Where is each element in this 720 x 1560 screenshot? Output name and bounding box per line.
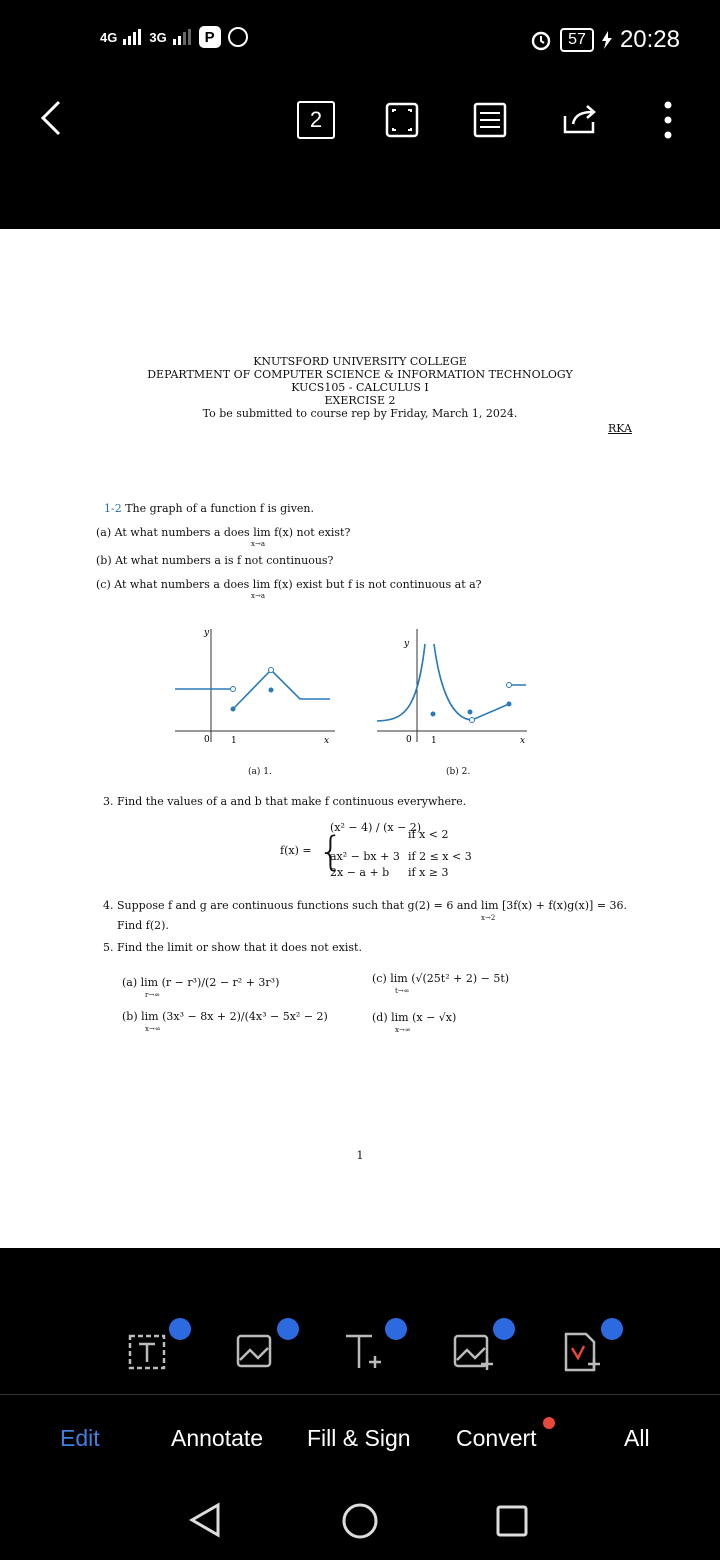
page-number: 1 — [356, 1149, 364, 1162]
closed-point — [269, 688, 274, 693]
question-5-c: (c) lim (√(25t² + 2) − 5t) — [372, 972, 510, 985]
signature-tool[interactable] — [560, 1330, 608, 1378]
piecewise-case-2: ax² − bx + 3 — [330, 850, 400, 863]
add-image-tool[interactable] — [451, 1330, 499, 1378]
question-number: 1-2 — [104, 502, 122, 515]
closed-point — [468, 710, 473, 715]
question-1-2-intro — [104, 502, 314, 516]
convert-notification-dot — [543, 1417, 555, 1429]
graph-curve — [377, 644, 425, 721]
question-4-find: Find f(2). — [117, 919, 169, 932]
axis-label-x: x — [324, 736, 330, 746]
add-text-icon — [342, 1330, 386, 1374]
charging-icon — [602, 31, 612, 49]
limit-subscript: x→a — [251, 592, 265, 600]
header-line: EXERCISE 2 — [324, 394, 396, 407]
pdf-page[interactable] — [0, 229, 720, 1248]
question-1-2-c: (c) At what numbers a does lim f(x) exist but f is not continuous at a? — [96, 578, 482, 591]
network-4g-label: 4G — [100, 29, 118, 45]
limit-subscript: r→∞ — [145, 991, 161, 999]
tab-convert[interactable]: Convert — [456, 1425, 537, 1451]
limit-subscript: x→2 — [481, 914, 496, 922]
edit-text-icon — [126, 1330, 170, 1374]
tab-edit[interactable]: Edit — [60, 1425, 100, 1451]
bottom-tabs — [0, 1395, 720, 1485]
document-view-icon — [473, 102, 507, 138]
tool-strip — [0, 1248, 720, 1394]
tab-all[interactable]: All — [624, 1425, 650, 1451]
axis-zero: 0 — [406, 735, 412, 745]
more-options-button[interactable] — [646, 98, 690, 142]
axis-zero: 0 — [204, 735, 210, 745]
signal-icon-2 — [173, 29, 193, 45]
nav-back-button[interactable] — [188, 1501, 222, 1539]
limit-subscript: x→a — [251, 540, 265, 548]
view-mode-button[interactable] — [468, 98, 512, 142]
question-4: 4. Suppose f and g are continuous functions such that g(2) = 6 and lim [3f(x) + f(x)g(x)] = 36. — [103, 899, 628, 912]
tab-annotate[interactable]: Annotate — [171, 1425, 264, 1451]
header-line: KNUTSFORD UNIVERSITY COLLEGE — [253, 355, 467, 368]
closed-point — [231, 707, 236, 712]
back-arrow-icon — [37, 98, 67, 138]
header-line: KUCS105 - CALCULUS I — [291, 381, 429, 394]
app-notification-icon: P — [199, 26, 221, 48]
limit-subscript: t→∞ — [395, 987, 410, 995]
question-3: 3. Find the values of a and b that make f continuous everywhere. — [103, 795, 467, 808]
axis-label-y: y — [204, 628, 210, 638]
limit-subscript: x→∞ — [395, 1026, 411, 1034]
axis-label-x: x — [520, 736, 526, 746]
add-image-icon — [451, 1330, 495, 1374]
whatsapp-icon — [227, 26, 249, 48]
piecewise-condition-1: if x < 2 — [408, 828, 449, 841]
viewer-toolbar — [0, 84, 720, 229]
edit-image-tool[interactable] — [234, 1330, 282, 1378]
open-point — [269, 668, 274, 673]
document-header — [0, 355, 720, 420]
battery-level: 57 — [560, 28, 594, 52]
question-text: The graph of a function f is given. — [125, 502, 315, 515]
signal-icon — [123, 29, 143, 45]
graph-curve — [434, 644, 509, 720]
premium-badge-icon — [277, 1318, 299, 1340]
axis-one: 1 — [431, 736, 437, 746]
premium-badge-icon — [493, 1318, 515, 1340]
back-button[interactable] — [30, 96, 74, 140]
premium-badge-icon — [601, 1318, 623, 1340]
status-bar — [0, 0, 720, 84]
header-line: DEPARTMENT OF COMPUTER SCIENCE & INFORMATION TECHNOLOGY — [147, 368, 573, 381]
nav-recents-button[interactable] — [496, 1505, 528, 1537]
clock: 20:28 — [619, 26, 680, 53]
graph-2-caption: (b) 2. — [446, 767, 471, 777]
piecewise-condition-2: if 2 ≤ x < 3 — [408, 850, 472, 863]
network-3g-label: 3G — [149, 29, 167, 45]
share-icon — [561, 102, 599, 138]
nav-home-button[interactable] — [342, 1503, 378, 1539]
open-point — [231, 687, 236, 692]
premium-badge-icon — [169, 1318, 191, 1340]
piecewise-case-1: (x² − 4) / (x − 2) — [330, 821, 422, 834]
question-5-a: (a) lim (r − r³)/(2 − r² + 3r³) — [122, 976, 280, 989]
edit-image-icon — [234, 1330, 278, 1374]
piecewise-function-name: f(x) = — [280, 844, 312, 857]
tab-fill-sign[interactable]: Fill & Sign — [307, 1425, 411, 1451]
header-line: To be submitted to course rep by Friday, March 1, 2024. — [202, 407, 518, 420]
system-nav-bar — [0, 1485, 720, 1560]
piecewise-brace: { — [318, 829, 344, 875]
page-count-button[interactable] — [294, 98, 338, 142]
page-count: 2 — [297, 101, 335, 139]
fullscreen-button[interactable] — [380, 98, 424, 142]
axis-one: 1 — [231, 736, 237, 746]
question-1-2-b: (b) At what numbers a is f not continuous? — [96, 554, 334, 567]
edit-text-tool[interactable] — [126, 1330, 174, 1378]
question-5-d: (d) lim (x − √x) — [372, 1011, 457, 1024]
share-button[interactable] — [558, 98, 602, 142]
axis-label-y: y — [404, 639, 410, 649]
question-1-2-a: (a) At what numbers a does lim f(x) not exist? — [96, 526, 351, 539]
question-5-b: (b) lim (3x³ − 8x + 2)/(4x³ − 5x² − 2) — [122, 1010, 328, 1023]
more-vertical-icon — [663, 100, 673, 140]
add-text-tool[interactable] — [342, 1330, 390, 1378]
fullscreen-icon — [385, 102, 419, 138]
question-5: 5. Find the limit or show that it does not exist. — [103, 941, 362, 954]
open-point — [470, 718, 475, 723]
closed-point — [431, 712, 436, 717]
open-point — [507, 683, 512, 688]
closed-point — [507, 702, 512, 707]
graph-1-caption: (a) 1. — [248, 767, 272, 777]
limit-subscript: x→∞ — [145, 1025, 161, 1033]
piecewise-case-3: 2x − a + b — [330, 866, 390, 879]
piecewise-condition-3: if x ≥ 3 — [408, 866, 449, 879]
signature-icon — [560, 1330, 604, 1374]
alarm-icon — [530, 29, 552, 51]
graph-segment — [233, 670, 330, 709]
author-initials: RKA — [608, 422, 632, 435]
graph-2 — [372, 624, 532, 749]
graph-1 — [170, 624, 340, 749]
premium-badge-icon — [385, 1318, 407, 1340]
